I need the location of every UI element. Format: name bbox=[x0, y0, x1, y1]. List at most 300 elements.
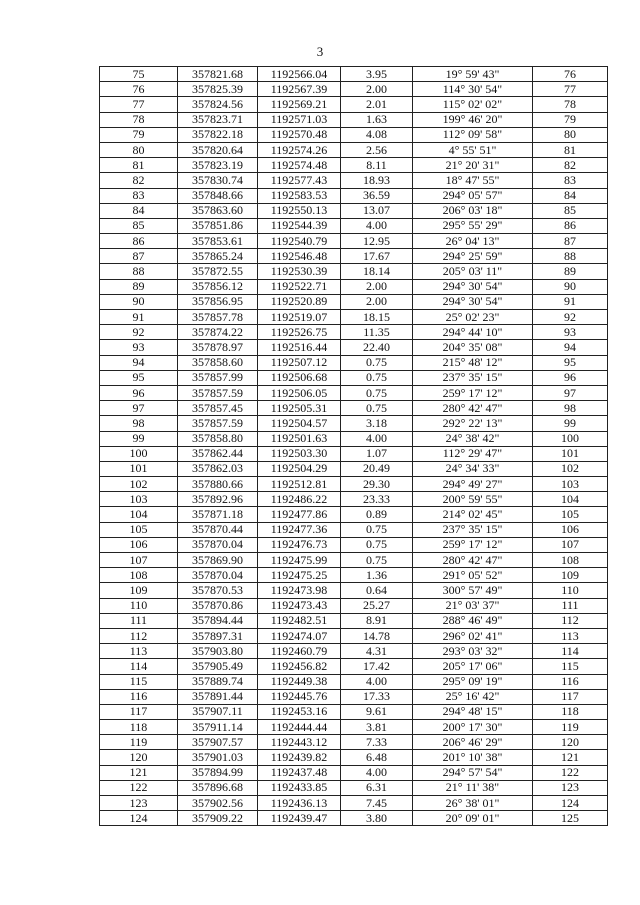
distance-cell: 0.75 bbox=[341, 401, 413, 416]
point-number-cell: 75 bbox=[100, 67, 178, 82]
table-row bbox=[100, 416, 608, 431]
x-coordinate-cell: 357858.60 bbox=[178, 355, 258, 370]
point-number-cell: 84 bbox=[100, 203, 178, 218]
next-point-cell: 98 bbox=[533, 401, 608, 416]
next-point-cell: 101 bbox=[533, 446, 608, 461]
x-coordinate-cell: 357870.04 bbox=[178, 537, 258, 552]
distance-cell: 7.33 bbox=[341, 735, 413, 750]
bearing-cell: 199° 46' 20" bbox=[413, 112, 533, 127]
next-point-cell: 93 bbox=[533, 325, 608, 340]
distance-cell: 4.00 bbox=[341, 431, 413, 446]
x-coordinate-cell: 357862.44 bbox=[178, 446, 258, 461]
table-row bbox=[100, 294, 608, 309]
y-coordinate-cell: 1192507.12 bbox=[258, 355, 341, 370]
y-coordinate-cell: 1192570.48 bbox=[258, 127, 341, 142]
point-number-cell: 119 bbox=[100, 735, 178, 750]
bearing-cell: 4° 55' 51" bbox=[413, 142, 533, 157]
table-row bbox=[100, 218, 608, 233]
point-number-cell: 112 bbox=[100, 628, 178, 643]
bearing-cell: 294° 30' 54" bbox=[413, 294, 533, 309]
distance-cell: 1.07 bbox=[341, 446, 413, 461]
x-coordinate-cell: 357878.97 bbox=[178, 340, 258, 355]
x-coordinate-cell: 357896.68 bbox=[178, 780, 258, 795]
table-row bbox=[100, 461, 608, 476]
table-row bbox=[100, 158, 608, 173]
bearing-cell: 112° 09' 58" bbox=[413, 127, 533, 142]
bearing-cell: 19° 59' 43" bbox=[413, 67, 533, 82]
table-row bbox=[100, 370, 608, 385]
table-row bbox=[100, 264, 608, 279]
x-coordinate-cell: 357824.56 bbox=[178, 97, 258, 112]
next-point-cell: 107 bbox=[533, 537, 608, 552]
x-coordinate-cell: 357907.11 bbox=[178, 704, 258, 719]
next-point-cell: 100 bbox=[533, 431, 608, 446]
bearing-cell: 237° 35' 15" bbox=[413, 370, 533, 385]
x-coordinate-cell: 357863.60 bbox=[178, 203, 258, 218]
table-row bbox=[100, 720, 608, 735]
point-number-cell: 91 bbox=[100, 310, 178, 325]
bearing-cell: 294° 48' 15" bbox=[413, 704, 533, 719]
y-coordinate-cell: 1192567.39 bbox=[258, 82, 341, 97]
point-number-cell: 110 bbox=[100, 598, 178, 613]
y-coordinate-cell: 1192475.99 bbox=[258, 553, 341, 568]
x-coordinate-cell: 357870.53 bbox=[178, 583, 258, 598]
point-number-cell: 123 bbox=[100, 796, 178, 811]
coordinates-table bbox=[99, 66, 608, 826]
next-point-cell: 112 bbox=[533, 613, 608, 628]
table-row bbox=[100, 735, 608, 750]
point-number-cell: 108 bbox=[100, 568, 178, 583]
next-point-cell: 81 bbox=[533, 142, 608, 157]
table-row bbox=[100, 203, 608, 218]
bearing-cell: 280° 42' 47" bbox=[413, 553, 533, 568]
y-coordinate-cell: 1192540.79 bbox=[258, 234, 341, 249]
point-number-cell: 101 bbox=[100, 461, 178, 476]
y-coordinate-cell: 1192503.30 bbox=[258, 446, 341, 461]
bearing-cell: 293° 03' 32" bbox=[413, 644, 533, 659]
table-row bbox=[100, 112, 608, 127]
point-number-cell: 109 bbox=[100, 583, 178, 598]
x-coordinate-cell: 357905.49 bbox=[178, 659, 258, 674]
next-point-cell: 76 bbox=[533, 67, 608, 82]
x-coordinate-cell: 357857.99 bbox=[178, 370, 258, 385]
distance-cell: 0.89 bbox=[341, 507, 413, 522]
table-row bbox=[100, 522, 608, 537]
distance-cell: 8.11 bbox=[341, 158, 413, 173]
y-coordinate-cell: 1192453.16 bbox=[258, 704, 341, 719]
page-number: 3 bbox=[316, 44, 324, 59]
y-coordinate-cell: 1192482.51 bbox=[258, 613, 341, 628]
point-number-cell: 90 bbox=[100, 294, 178, 309]
y-coordinate-cell: 1192506.68 bbox=[258, 370, 341, 385]
next-point-cell: 92 bbox=[533, 310, 608, 325]
bearing-cell: 21° 03' 37" bbox=[413, 598, 533, 613]
point-number-cell: 83 bbox=[100, 188, 178, 203]
point-number-cell: 118 bbox=[100, 720, 178, 735]
point-number-cell: 76 bbox=[100, 82, 178, 97]
distance-cell: 4.00 bbox=[341, 674, 413, 689]
x-coordinate-cell: 357889.74 bbox=[178, 674, 258, 689]
next-point-cell: 124 bbox=[533, 796, 608, 811]
point-number-cell: 113 bbox=[100, 644, 178, 659]
y-coordinate-cell: 1192473.98 bbox=[258, 583, 341, 598]
distance-cell: 0.75 bbox=[341, 370, 413, 385]
next-point-cell: 122 bbox=[533, 765, 608, 780]
y-coordinate-cell: 1192486.22 bbox=[258, 492, 341, 507]
y-coordinate-cell: 1192439.47 bbox=[258, 811, 341, 826]
next-point-cell: 113 bbox=[533, 628, 608, 643]
next-point-cell: 123 bbox=[533, 780, 608, 795]
next-point-cell: 89 bbox=[533, 264, 608, 279]
y-coordinate-cell: 1192444.44 bbox=[258, 720, 341, 735]
point-number-cell: 115 bbox=[100, 674, 178, 689]
bearing-cell: 24° 38' 42" bbox=[413, 431, 533, 446]
x-coordinate-cell: 357902.56 bbox=[178, 796, 258, 811]
table-row bbox=[100, 173, 608, 188]
point-number-cell: 105 bbox=[100, 522, 178, 537]
y-coordinate-cell: 1192437.48 bbox=[258, 765, 341, 780]
bearing-cell: 18° 47' 55" bbox=[413, 173, 533, 188]
distance-cell: 3.80 bbox=[341, 811, 413, 826]
table-row bbox=[100, 613, 608, 628]
y-coordinate-cell: 1192512.81 bbox=[258, 477, 341, 492]
x-coordinate-cell: 357848.66 bbox=[178, 188, 258, 203]
bearing-cell: 21° 11' 38" bbox=[413, 780, 533, 795]
table-row bbox=[100, 659, 608, 674]
x-coordinate-cell: 357821.68 bbox=[178, 67, 258, 82]
table-row bbox=[100, 249, 608, 264]
table-row bbox=[100, 780, 608, 795]
next-point-cell: 116 bbox=[533, 674, 608, 689]
next-point-cell: 77 bbox=[533, 82, 608, 97]
point-number-cell: 116 bbox=[100, 689, 178, 704]
x-coordinate-cell: 357858.80 bbox=[178, 431, 258, 446]
bearing-cell: 24° 34' 33" bbox=[413, 461, 533, 476]
bearing-cell: 201° 10' 38" bbox=[413, 750, 533, 765]
distance-cell: 12.95 bbox=[341, 234, 413, 249]
bearing-cell: 237° 35' 15" bbox=[413, 522, 533, 537]
distance-cell: 8.91 bbox=[341, 613, 413, 628]
next-point-cell: 111 bbox=[533, 598, 608, 613]
x-coordinate-cell: 357894.44 bbox=[178, 613, 258, 628]
next-point-cell: 118 bbox=[533, 704, 608, 719]
table-body bbox=[100, 67, 608, 826]
x-coordinate-cell: 357862.03 bbox=[178, 461, 258, 476]
point-number-cell: 124 bbox=[100, 811, 178, 826]
y-coordinate-cell: 1192516.44 bbox=[258, 340, 341, 355]
distance-cell: 17.42 bbox=[341, 659, 413, 674]
y-coordinate-cell: 1192477.86 bbox=[258, 507, 341, 522]
x-coordinate-cell: 357853.61 bbox=[178, 234, 258, 249]
bearing-cell: 214° 02' 45" bbox=[413, 507, 533, 522]
distance-cell: 18.93 bbox=[341, 173, 413, 188]
y-coordinate-cell: 1192566.04 bbox=[258, 67, 341, 82]
bearing-cell: 20° 09' 01" bbox=[413, 811, 533, 826]
x-coordinate-cell: 357870.86 bbox=[178, 598, 258, 613]
distance-cell: 3.95 bbox=[341, 67, 413, 82]
x-coordinate-cell: 357823.19 bbox=[178, 158, 258, 173]
distance-cell: 7.45 bbox=[341, 796, 413, 811]
y-coordinate-cell: 1192530.39 bbox=[258, 264, 341, 279]
table-row bbox=[100, 310, 608, 325]
x-coordinate-cell: 357901.03 bbox=[178, 750, 258, 765]
y-coordinate-cell: 1192504.29 bbox=[258, 461, 341, 476]
next-point-cell: 99 bbox=[533, 416, 608, 431]
next-point-cell: 120 bbox=[533, 735, 608, 750]
x-coordinate-cell: 357880.66 bbox=[178, 477, 258, 492]
next-point-cell: 115 bbox=[533, 659, 608, 674]
y-coordinate-cell: 1192505.31 bbox=[258, 401, 341, 416]
next-point-cell: 88 bbox=[533, 249, 608, 264]
table-row bbox=[100, 340, 608, 355]
x-coordinate-cell: 357909.22 bbox=[178, 811, 258, 826]
next-point-cell: 96 bbox=[533, 370, 608, 385]
point-number-cell: 88 bbox=[100, 264, 178, 279]
point-number-cell: 122 bbox=[100, 780, 178, 795]
table-row bbox=[100, 279, 608, 294]
x-coordinate-cell: 357894.99 bbox=[178, 765, 258, 780]
point-number-cell: 81 bbox=[100, 158, 178, 173]
x-coordinate-cell: 357857.78 bbox=[178, 310, 258, 325]
x-coordinate-cell: 357865.24 bbox=[178, 249, 258, 264]
y-coordinate-cell: 1192519.07 bbox=[258, 310, 341, 325]
x-coordinate-cell: 357857.45 bbox=[178, 401, 258, 416]
next-point-cell: 79 bbox=[533, 112, 608, 127]
distance-cell: 0.75 bbox=[341, 537, 413, 552]
bearing-cell: 200° 17' 30" bbox=[413, 720, 533, 735]
bearing-cell: 21° 20' 31" bbox=[413, 158, 533, 173]
bearing-cell: 215° 48' 12" bbox=[413, 355, 533, 370]
point-number-cell: 93 bbox=[100, 340, 178, 355]
y-coordinate-cell: 1192526.75 bbox=[258, 325, 341, 340]
next-point-cell: 90 bbox=[533, 279, 608, 294]
x-coordinate-cell: 357823.71 bbox=[178, 112, 258, 127]
y-coordinate-cell: 1192443.12 bbox=[258, 735, 341, 750]
bearing-cell: 280° 42' 47" bbox=[413, 401, 533, 416]
distance-cell: 2.00 bbox=[341, 294, 413, 309]
table-row bbox=[100, 97, 608, 112]
distance-cell: 22.40 bbox=[341, 340, 413, 355]
distance-cell: 3.81 bbox=[341, 720, 413, 735]
next-point-cell: 108 bbox=[533, 553, 608, 568]
point-number-cell: 77 bbox=[100, 97, 178, 112]
y-coordinate-cell: 1192445.76 bbox=[258, 689, 341, 704]
next-point-cell: 110 bbox=[533, 583, 608, 598]
table-row bbox=[100, 811, 608, 826]
bearing-cell: 294° 49' 27" bbox=[413, 477, 533, 492]
table-row bbox=[100, 796, 608, 811]
point-number-cell: 107 bbox=[100, 553, 178, 568]
table-row bbox=[100, 188, 608, 203]
table-row bbox=[100, 750, 608, 765]
table-row bbox=[100, 553, 608, 568]
table-row bbox=[100, 644, 608, 659]
bearing-cell: 288° 46' 49" bbox=[413, 613, 533, 628]
x-coordinate-cell: 357874.22 bbox=[178, 325, 258, 340]
point-number-cell: 78 bbox=[100, 112, 178, 127]
bearing-cell: 292° 22' 13" bbox=[413, 416, 533, 431]
point-number-cell: 97 bbox=[100, 401, 178, 416]
x-coordinate-cell: 357907.57 bbox=[178, 735, 258, 750]
table-row bbox=[100, 492, 608, 507]
x-coordinate-cell: 357822.18 bbox=[178, 127, 258, 142]
y-coordinate-cell: 1192546.48 bbox=[258, 249, 341, 264]
next-point-cell: 82 bbox=[533, 158, 608, 173]
distance-cell: 4.31 bbox=[341, 644, 413, 659]
point-number-cell: 103 bbox=[100, 492, 178, 507]
y-coordinate-cell: 1192473.43 bbox=[258, 598, 341, 613]
next-point-cell: 85 bbox=[533, 203, 608, 218]
next-point-cell: 114 bbox=[533, 644, 608, 659]
point-number-cell: 95 bbox=[100, 370, 178, 385]
distance-cell: 36.59 bbox=[341, 188, 413, 203]
distance-cell: 4.00 bbox=[341, 765, 413, 780]
y-coordinate-cell: 1192583.53 bbox=[258, 188, 341, 203]
distance-cell: 0.64 bbox=[341, 583, 413, 598]
y-coordinate-cell: 1192550.13 bbox=[258, 203, 341, 218]
table-row bbox=[100, 704, 608, 719]
distance-cell: 17.67 bbox=[341, 249, 413, 264]
y-coordinate-cell: 1192460.79 bbox=[258, 644, 341, 659]
bearing-cell: 26° 38' 01" bbox=[413, 796, 533, 811]
point-number-cell: 111 bbox=[100, 613, 178, 628]
table-row bbox=[100, 385, 608, 400]
bearing-cell: 206° 03' 18" bbox=[413, 203, 533, 218]
distance-cell: 1.36 bbox=[341, 568, 413, 583]
table-row bbox=[100, 689, 608, 704]
next-point-cell: 125 bbox=[533, 811, 608, 826]
next-point-cell: 86 bbox=[533, 218, 608, 233]
x-coordinate-cell: 357851.86 bbox=[178, 218, 258, 233]
bearing-cell: 300° 57' 49" bbox=[413, 583, 533, 598]
distance-cell: 14.78 bbox=[341, 628, 413, 643]
bearing-cell: 26° 04' 13" bbox=[413, 234, 533, 249]
bearing-cell: 294° 25' 59" bbox=[413, 249, 533, 264]
point-number-cell: 89 bbox=[100, 279, 178, 294]
next-point-cell: 87 bbox=[533, 234, 608, 249]
distance-cell: 2.00 bbox=[341, 279, 413, 294]
bearing-cell: 294° 57' 54" bbox=[413, 765, 533, 780]
table-row bbox=[100, 431, 608, 446]
bearing-cell: 200° 59' 55" bbox=[413, 492, 533, 507]
x-coordinate-cell: 357857.59 bbox=[178, 385, 258, 400]
distance-cell: 17.33 bbox=[341, 689, 413, 704]
y-coordinate-cell: 1192544.39 bbox=[258, 218, 341, 233]
point-number-cell: 96 bbox=[100, 385, 178, 400]
x-coordinate-cell: 357891.44 bbox=[178, 689, 258, 704]
distance-cell: 9.61 bbox=[341, 704, 413, 719]
distance-cell: 18.15 bbox=[341, 310, 413, 325]
point-number-cell: 92 bbox=[100, 325, 178, 340]
x-coordinate-cell: 357857.59 bbox=[178, 416, 258, 431]
next-point-cell: 95 bbox=[533, 355, 608, 370]
next-point-cell: 91 bbox=[533, 294, 608, 309]
x-coordinate-cell: 357870.44 bbox=[178, 522, 258, 537]
table-row bbox=[100, 82, 608, 97]
x-coordinate-cell: 357897.31 bbox=[178, 628, 258, 643]
y-coordinate-cell: 1192522.71 bbox=[258, 279, 341, 294]
distance-cell: 2.56 bbox=[341, 142, 413, 157]
y-coordinate-cell: 1192506.05 bbox=[258, 385, 341, 400]
x-coordinate-cell: 357869.90 bbox=[178, 553, 258, 568]
next-point-cell: 117 bbox=[533, 689, 608, 704]
bearing-cell: 115° 02' 02" bbox=[413, 97, 533, 112]
next-point-cell: 97 bbox=[533, 385, 608, 400]
distance-cell: 23.33 bbox=[341, 492, 413, 507]
point-number-cell: 117 bbox=[100, 704, 178, 719]
bearing-cell: 291° 05' 52" bbox=[413, 568, 533, 583]
x-coordinate-cell: 357820.64 bbox=[178, 142, 258, 157]
bearing-cell: 114° 30' 54" bbox=[413, 82, 533, 97]
y-coordinate-cell: 1192574.26 bbox=[258, 142, 341, 157]
distance-cell: 29.30 bbox=[341, 477, 413, 492]
next-point-cell: 106 bbox=[533, 522, 608, 537]
table-row bbox=[100, 537, 608, 552]
bearing-cell: 295° 09' 19" bbox=[413, 674, 533, 689]
x-coordinate-cell: 357856.12 bbox=[178, 279, 258, 294]
table-row bbox=[100, 67, 608, 82]
table-row bbox=[100, 325, 608, 340]
bearing-cell: 259° 17' 12" bbox=[413, 385, 533, 400]
table-row bbox=[100, 507, 608, 522]
y-coordinate-cell: 1192474.07 bbox=[258, 628, 341, 643]
next-point-cell: 78 bbox=[533, 97, 608, 112]
table-row bbox=[100, 674, 608, 689]
x-coordinate-cell: 357856.95 bbox=[178, 294, 258, 309]
point-number-cell: 94 bbox=[100, 355, 178, 370]
y-coordinate-cell: 1192520.89 bbox=[258, 294, 341, 309]
distance-cell: 1.63 bbox=[341, 112, 413, 127]
point-number-cell: 79 bbox=[100, 127, 178, 142]
point-number-cell: 106 bbox=[100, 537, 178, 552]
bearing-cell: 204° 35' 08" bbox=[413, 340, 533, 355]
point-number-cell: 114 bbox=[100, 659, 178, 674]
table-row bbox=[100, 477, 608, 492]
next-point-cell: 94 bbox=[533, 340, 608, 355]
y-coordinate-cell: 1192577.43 bbox=[258, 173, 341, 188]
bearing-cell: 25° 02' 23" bbox=[413, 310, 533, 325]
table-row bbox=[100, 446, 608, 461]
bearing-cell: 294° 05' 57" bbox=[413, 188, 533, 203]
point-number-cell: 102 bbox=[100, 477, 178, 492]
x-coordinate-cell: 357911.14 bbox=[178, 720, 258, 735]
table-row bbox=[100, 355, 608, 370]
bearing-cell: 295° 55' 29" bbox=[413, 218, 533, 233]
x-coordinate-cell: 357903.80 bbox=[178, 644, 258, 659]
next-point-cell: 121 bbox=[533, 750, 608, 765]
next-point-cell: 105 bbox=[533, 507, 608, 522]
distance-cell: 11.35 bbox=[341, 325, 413, 340]
distance-cell: 6.31 bbox=[341, 780, 413, 795]
distance-cell: 4.00 bbox=[341, 218, 413, 233]
distance-cell: 0.75 bbox=[341, 553, 413, 568]
next-point-cell: 84 bbox=[533, 188, 608, 203]
y-coordinate-cell: 1192574.48 bbox=[258, 158, 341, 173]
table-row bbox=[100, 401, 608, 416]
point-number-cell: 87 bbox=[100, 249, 178, 264]
y-coordinate-cell: 1192433.85 bbox=[258, 780, 341, 795]
point-number-cell: 120 bbox=[100, 750, 178, 765]
distance-cell: 6.48 bbox=[341, 750, 413, 765]
bearing-cell: 296° 02' 41" bbox=[413, 628, 533, 643]
y-coordinate-cell: 1192436.13 bbox=[258, 796, 341, 811]
y-coordinate-cell: 1192456.82 bbox=[258, 659, 341, 674]
y-coordinate-cell: 1192476.73 bbox=[258, 537, 341, 552]
next-point-cell: 103 bbox=[533, 477, 608, 492]
distance-cell: 25.27 bbox=[341, 598, 413, 613]
next-point-cell: 102 bbox=[533, 461, 608, 476]
distance-cell: 4.08 bbox=[341, 127, 413, 142]
